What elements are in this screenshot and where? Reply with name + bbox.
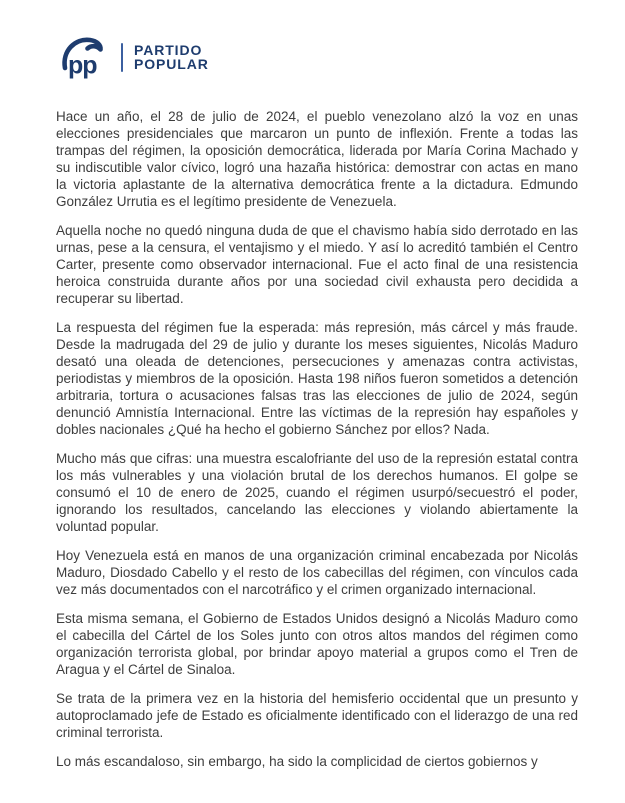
- paragraph-7: Se trata de la primera vez en la historia del hemisferio occidental que un presunto y autoproclamado jefe de Estado es oficialmente identificado con el liderazgo de una red criminal terrorista.: [56, 691, 578, 740]
- paragraph-1: Hace un año, el 28 de julio de 2024, el pueblo venezolano alzó la voz en unas elecciones presidenciales que marcaron un punto de inflexión. Frente a todas las trampas del régimen, la oposición democrática, liderada por María Corina Machado y su indiscutible valor cívico, logró una hazaña histórica: demostrar con actas en mano la victoria aplastante de la alternativa democrática frente a la dictadura. Edmundo González Urrutia es el legítimo presidente de Venezuela.: [56, 109, 578, 209]
- header: [60, 34, 209, 80]
- paragraph-3: La respuesta del régimen fue la esperada: más represión, más cárcel y más fraude. Desde la madrugada del 29 de julio y durante los meses siguientes, Nicolás Maduro desató una oleada de detenciones, persecuciones y amenazas contra activistas, periodistas y miembros de la oposición. Hasta 198 niños fueron sometidos a detención arbitraria, tortura o acusaciones falsas tras las elecciones de julio de 2024, según denunció Amnistía Internacional. Entre las víctimas de la represión hay españoles y dobles nacionales ¿Qué ha hecho el gobierno Sánchez por ellos? Nada.: [56, 320, 578, 437]
- logo-divider: [121, 43, 123, 72]
- partido-popular-logo: [60, 34, 209, 80]
- wordmark: [134, 43, 209, 72]
- wordmark-line-1: PARTIDO: [134, 41, 203, 58]
- paragraph-4: Mucho más que cifras: una muestra escalofriante del uso de la represión estatal contra los más vulnerables y una violación brutal de los derechos humanos. El golpe se consumó el 10 de enero de 2025, cuando el régimen usurpó/secuestró el poder, ignorando los resultados, cancelando las elecciones y violando abiertamente la voluntad popular.: [56, 451, 578, 534]
- paragraph-6: Esta misma semana, el Gobierno de Estados Unidos designó a Nicolás Maduro como el cabecilla del Cártel de los Soles junto con otros altos mandos del régimen como organización terrorista global, por brindar apoyo material a grupos como el Tren de Aragua y el Cártel de Sinaloa.: [56, 611, 578, 677]
- paragraph-2: Aquella noche no quedó ninguna duda de que el chavismo había sido derrotado en las urnas, pese a la censura, el ventajismo y el miedo. Y así lo acreditó también el Centro Carter, presente como observador internacional. Fue el acto final de una resistencia heroica construida durante años por una sociedad civil exhausta pero decidida a recuperar su libertad.: [56, 223, 578, 306]
- pp-logo-letters: pp: [68, 51, 97, 80]
- document-body: [56, 108, 578, 782]
- paragraph-5: Hoy Venezuela está en manos de una organización criminal encabezada por Nicolás Maduro, Diosdado Cabello y el resto de los cabecillas del régimen, con vínculos cada vez más documentados con el narcotráfico y el crimen organizado internacional.: [56, 548, 578, 597]
- paragraph-8-partial: Lo más escandaloso, sin embargo, ha sido la complicidad de ciertos gobiernos y: [56, 754, 538, 769]
- wordmark-line-2: POPULAR: [134, 56, 209, 72]
- pp-seagull-icon: [60, 34, 107, 80]
